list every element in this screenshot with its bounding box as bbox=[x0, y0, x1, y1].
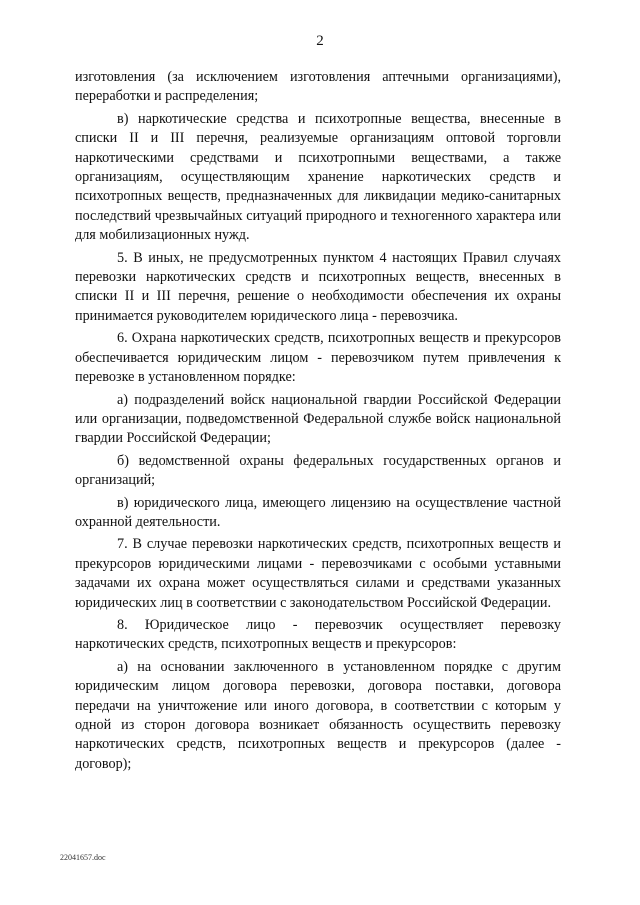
paragraph-item-v: в) наркотические средства и психотропные вещества, внесенные в списки II и III перечня, реализуемые организациям оптовой торговли наркотическими средствами и психотропными веществами, а также организациям, осуществляющим хранение наркотических средств и психотропных веществ, предназначенных для ликвидации медико-санитарных последствий чрезвычайных ситуаций природного и техногенного характера или для мобилизационных нужд. bbox=[75, 110, 561, 244]
paragraph-clause-8: 8. Юридическое лицо - перевозчик осуществляет перевозку наркотических средств, психотропных веществ и прекурсоров: bbox=[75, 616, 561, 653]
paragraph-clause-5: 5. В иных, не предусмотренных пунктом 4 настоящих Правил случаях перевозки наркотических средств и психотропных веществ, внесенных в списки II и III перечня, решение о необходимости обеспечения их охраны принимается руководителем юридического лица - перевозчика. bbox=[75, 249, 561, 324]
paragraph-clause-7: 7. В случае перевозки наркотических средств, психотропных веществ и прекурсоров юридическими лицами - перевозчиками с особыми уставными задачами их охрана может осуществляться силами и средствами указанных юридических лиц в соответствии с законодательством Российской Федерации. bbox=[75, 536, 561, 611]
paragraph-continuation: изготовления (за исключением изготовления аптечными организациями), переработки и распределения; bbox=[75, 69, 561, 105]
paragraph-clause-6-b: б) ведомственной охраны федеральных государственных органов и организаций; bbox=[75, 452, 561, 489]
footer-file-code: 22041657.doc bbox=[60, 853, 106, 862]
paragraph-clause-6-a: а) подразделений войск национальной гвардии Российской Федерации или организации, подведомственной Федеральной службе войск национальной гвардии Российской Федерации; bbox=[75, 391, 561, 447]
page-number: 2 bbox=[316, 33, 324, 49]
paragraph-clause-6: 6. Охрана наркотических средств, психотропных веществ и прекурсоров обеспечивается юридическим лицом - перевозчиком путем привлечения к перевозке в установленном порядке: bbox=[75, 330, 561, 386]
document-body bbox=[75, 68, 561, 777]
paragraph-clause-8-a: а) на основании заключенного в установленном порядке с другим юридическим лицом договора перевозки, договора поставки, договора передачи на уничтожение или иного договора, в соответствии с которым у одной из сторон договора возникает обязанность осуществить перевозку наркотических средств, психотропных веществ и прекурсоров (далее - договор); bbox=[75, 658, 561, 772]
paragraph-clause-6-v: в) юридического лица, имеющего лицензию на осуществление частной охранной деятельности. bbox=[75, 494, 561, 530]
